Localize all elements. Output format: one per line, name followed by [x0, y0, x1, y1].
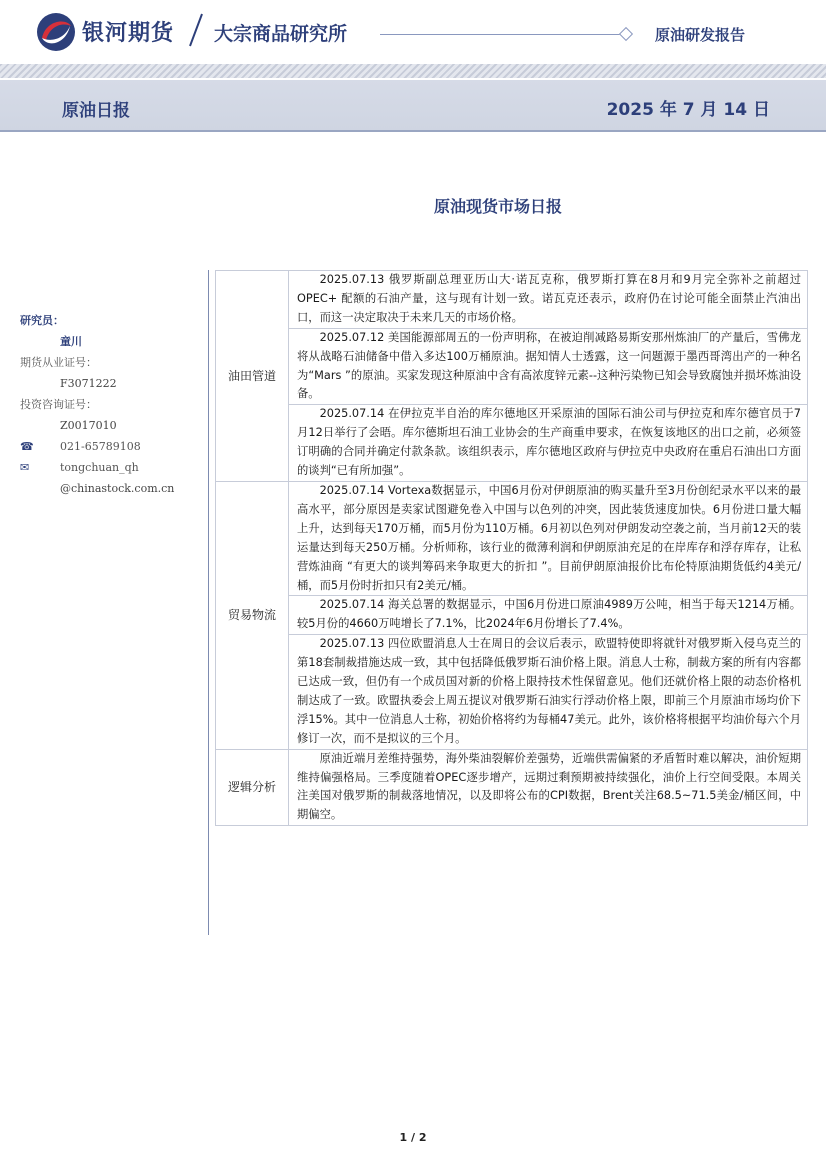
table-row: [216, 596, 808, 635]
category-cell: 油田管道: [216, 271, 289, 482]
email-icon: ✉: [20, 461, 30, 474]
table-row: [216, 271, 808, 329]
phone-number: 021-65789108: [60, 440, 141, 453]
email-row: [20, 457, 200, 478]
category-cell: 贸易物流: [216, 481, 289, 749]
news-entry: 2025.07.13 四位欧盟消息人士在周日的会议后表示，欧盟特使即将就针对俄罗斯入侵乌克兰的第18套制裁措施达成一致，其中包括降低俄罗斯石油价格上限。消息人士称，制裁方案的所有内容都已达成一致，但仍有一个成员国对新的价格上限持技术性保留意见。他们还就价格上限的动态价格机制达成了一致。欧盟执委会上周五提议对俄罗斯石油实行浮动价格上限，即前三个月原油市场均价下浮15%。其中一位消息人士称，初始价格将约为每桶47美元。此外，该价格将根据平均油价每六个月修订一次，而不是拟议的三个月。: [289, 635, 808, 749]
analyst-name: 童川: [60, 335, 82, 348]
table-row: [216, 328, 808, 405]
institute-name: 大宗商品研究所: [214, 23, 348, 45]
table-row: [216, 749, 808, 826]
report-header: [0, 0, 826, 64]
divider-slash-icon: [186, 12, 206, 48]
license-number: F3071222: [60, 377, 117, 390]
market-news-table: [215, 270, 808, 826]
report-date: 2025 年 7 月 14 日: [606, 100, 770, 120]
analyst-role-label: 研究员：: [20, 314, 64, 327]
phone-icon: ☎: [20, 440, 34, 453]
email-line-1[interactable]: tongchuan_qh: [60, 461, 139, 474]
brand-name: 银河期货: [82, 21, 175, 46]
phone-row: [20, 436, 200, 457]
galaxy-logo-icon: [36, 12, 76, 52]
header-rule: [380, 34, 622, 35]
category-cell: 逻辑分析: [216, 749, 289, 826]
license-label: 期货从业证号：: [20, 356, 97, 369]
consult-label: 投资咨询证号：: [20, 398, 97, 411]
news-entry: 2025.07.13 俄罗斯副总理亚历山大·诺瓦克称，俄罗斯打算在8月和9月完全弥补之前超过 OPEC+ 配额的石油产量，这与现有计划一致。诺瓦克还表示，政府仍在讨论可能全面禁止汽油出口，而这一决定取决于未来几天的市场价格。: [289, 271, 808, 329]
page-title: 原油现货市场日报: [433, 197, 562, 216]
report-type: 原油研发报告: [655, 26, 746, 44]
report-title: 原油日报: [62, 101, 130, 121]
table-row: [216, 481, 808, 595]
diamond-ornament-icon: [619, 27, 633, 41]
page-number: 1 / 2: [399, 1131, 427, 1144]
news-entry: 2025.07.14 Vortexa数据显示，中国6月份对伊朗原油的购买量升至3月份创纪录水平以来的最高水平，部分原因是卖家试图避免卷入中国与以色列的冲突，因此装货速度加快。6月份进口量大幅上升，达到每天170万桶，而5月份为110万桶。6月初以色列对伊朗发动空袭之前，当月前12天的装运量达到每天250万桶。分析师称，该行业的微薄利润和伊朗原油充足的在岸库存和浮存库存，让私营炼油商 “有更大的谈判筹码来争取更大的折扣 ”。目前伊朗原油报价比布伦特原油期货低约4美元/桶，而5月份时折扣只有2美元/桶。: [289, 481, 808, 595]
consult-number: Z0017010: [60, 419, 117, 432]
news-entry: 2025.07.12 美国能源部周五的一份声明称，在被迫削减路易斯安那州炼油厂的产量后，雪佛龙将从战略石油储备中借入多达100万桶原油。据知情人士透露，这一问题源于墨西哥湾出产的一种名为“Mars ”的原油。买家发现这种原油中含有高浓度锌元素--这种污染物已知会导致腐蚀并损坏炼油设备。: [289, 328, 808, 405]
sidebar-divider: [208, 270, 209, 935]
table-row: [216, 635, 808, 749]
news-entry: 2025.07.14 在伊拉克半自治的库尔德地区开采原油的国际石油公司与伊拉克和库尔德官员于7月12日举行了会晤。库尔德斯坦石油工业协会的生产商重申要求，在恢复该地区的出口之前，必须签订明确的合同并确定付款条款。该组织表示，库尔德地区政府与伊拉克中央政府在重启石油出口方面的谈判“已有所加强”。: [289, 405, 808, 482]
analyst-sidebar: [20, 310, 200, 499]
table-row: [216, 405, 808, 482]
email-line-2[interactable]: @chinastock.com.cn: [60, 482, 175, 495]
decorative-stripe: [0, 64, 826, 78]
news-entry: 2025.07.14 海关总署的数据显示，中国6月份进口原油4989万公吨，相当于每天1214万桶。较5月份的4660万吨增长了7.1%，比2024年6月份增长了7.4%。: [289, 596, 808, 635]
news-entry: 原油近端月差维持强势，海外柴油裂解价差强势，近端供需偏紧的矛盾暂时难以解决，油价短期维持偏强格局。三季度随着OPEC逐步增产，远期过剩预期被持续强化，油价上行空间受限。本周关注美国对俄罗斯的制裁落地情况，以及即将公布的CPI数据，Brent关注68.5~71.5美金/桶区间，中期偏空。: [289, 749, 808, 826]
